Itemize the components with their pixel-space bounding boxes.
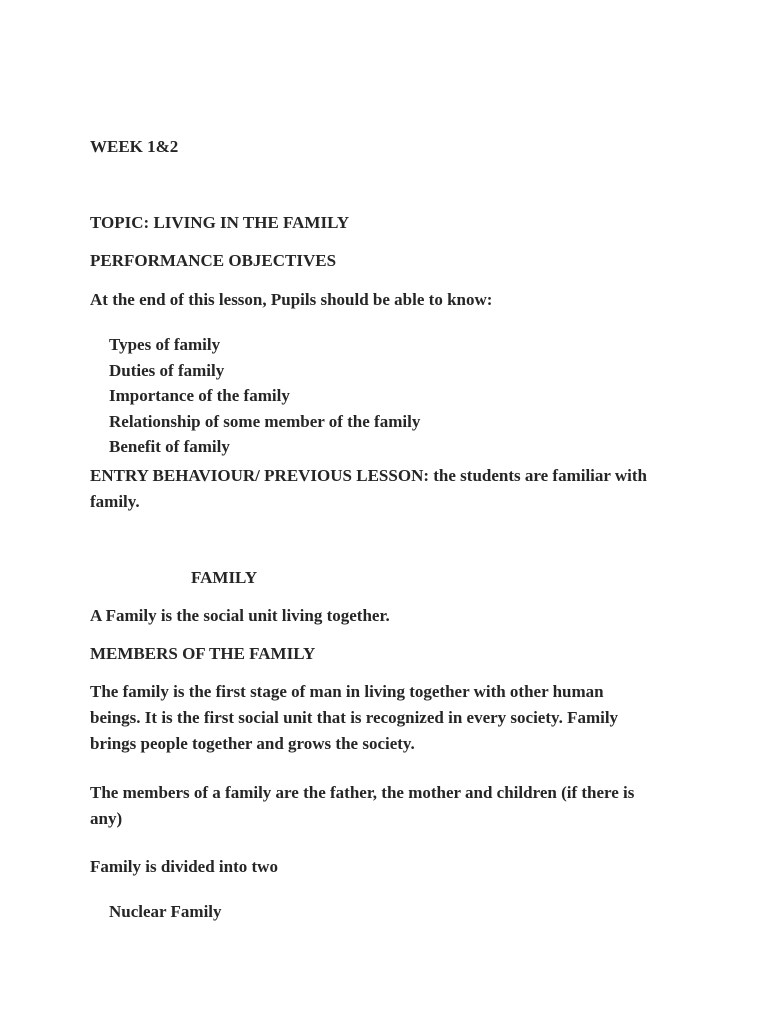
paragraph1-line1: The family is the first stage of man in living together with other human xyxy=(90,682,604,701)
topic-heading: TOPIC: LIVING IN THE FAMILY xyxy=(90,213,350,232)
members-heading: MEMBERS OF THE FAMILY xyxy=(90,644,316,663)
paragraph2-line2: any) xyxy=(90,809,123,828)
entry-behaviour-line1: ENTRY BEHAVIOUR/ PREVIOUS LESSON: the students are familiar with xyxy=(90,466,648,485)
division-intro: Family is divided into two xyxy=(90,857,278,876)
objectives-intro: At the end of this lesson, Pupils should be able to know: xyxy=(90,290,493,309)
division-item: Nuclear Family xyxy=(109,902,222,921)
family-heading: FAMILY xyxy=(191,568,258,587)
entry-behaviour-line2: family. xyxy=(90,492,140,511)
objective-item: Types of family xyxy=(109,335,221,354)
paragraph1-line3: brings people together and grows the society. xyxy=(90,734,415,753)
family-definition: A Family is the social unit living together. xyxy=(90,606,390,625)
objective-item: Relationship of some member of the family xyxy=(109,411,421,431)
objective-item: Importance of the family xyxy=(109,386,290,406)
objectives-heading: PERFORMANCE OBJECTIVES xyxy=(90,251,337,270)
week-label: WEEK 1&2 xyxy=(90,137,179,156)
objectives-list xyxy=(109,332,420,460)
objective-item: Duties of family xyxy=(109,360,225,380)
paragraph1-line2: beings. It is the first social unit that is recognized in every society. Family xyxy=(90,708,619,727)
paragraph2-line1: The members of a family are the father, the mother and children (if there is xyxy=(90,783,635,802)
objective-item: Benefit of family xyxy=(109,437,230,457)
